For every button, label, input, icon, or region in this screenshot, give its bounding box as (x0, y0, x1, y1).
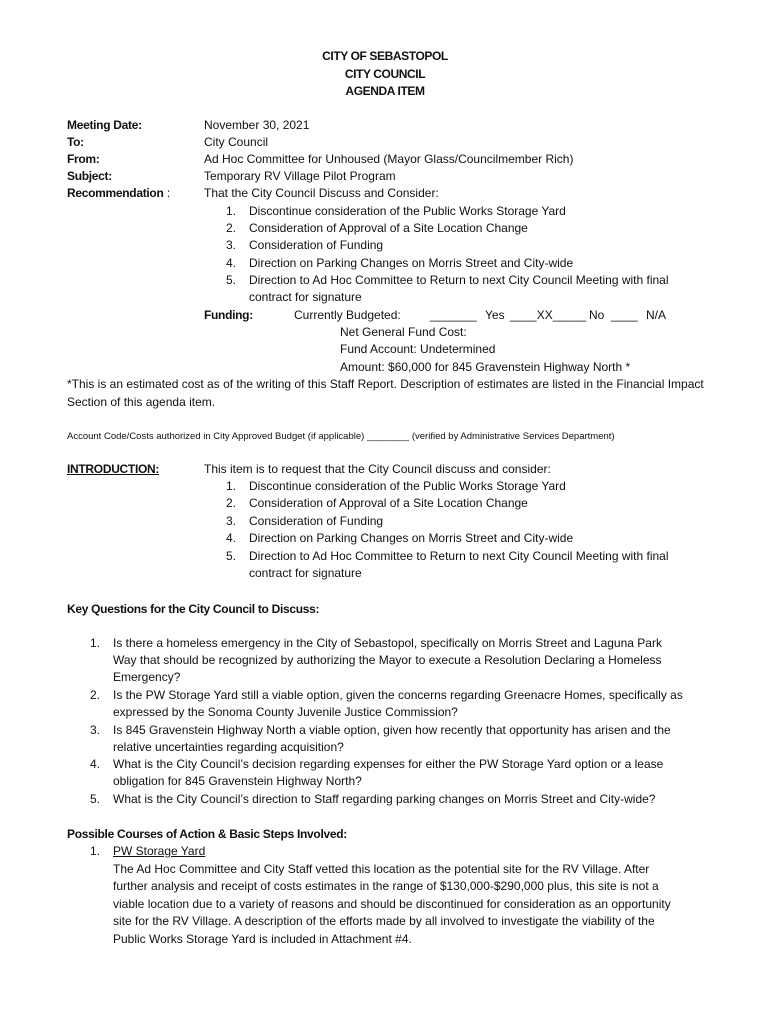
course-line: viable location due to a variety of reasons and should be discontinued for consideration as an opportunity (113, 897, 671, 911)
recommendation-value: That the City Council Discuss and Consider: (204, 186, 439, 200)
intro-item-text: Direction on Parking Changes on Morris Street and City-wide (249, 531, 574, 545)
recommendation-colon: : (166, 186, 171, 200)
rec-item-num: 3. (226, 238, 237, 252)
funding-amount: Amount: $60,000 for 845 Gravenstein Highway North * (340, 360, 631, 374)
yes-blank: _______ (430, 308, 477, 322)
course-line: Public Works Storage Yard is included in Attachment #4. (113, 932, 412, 946)
intro-item-text: Consideration of Approval of a Site Location Change (249, 496, 528, 510)
net-general-fund-cost: Net General Fund Cost: (340, 325, 467, 339)
rec-item-num: 2. (226, 221, 237, 235)
question-num: 3. (90, 723, 101, 737)
question-line: Way that should be recognized by authorizing the Mayor to execute a Resolution Declaring a Homeless (113, 653, 662, 667)
introduction-text: This item is to request that the City Council discuss and consider: (204, 462, 551, 476)
na-label: N/A (646, 308, 667, 322)
course-line: further analysis and receipt of costs estimates in the range of $130,000-$290,000 plus, this site is not a (113, 879, 659, 893)
intro-item-continuation: contract for signature (249, 566, 362, 580)
rec-item-text: Discontinue consideration of the Public Works Storage Yard (249, 204, 566, 218)
intro-item-text: Discontinue consideration of the Public Works Storage Yard (249, 479, 566, 493)
document-header (0, 48, 770, 101)
no-blank: ____XX_____ (510, 308, 587, 322)
intro-item-num: 4. (226, 531, 237, 545)
rec-item-text: Consideration of Approval of a Site Location Change (249, 221, 528, 235)
account-code-line: Account Code/Costs authorized in City Approved Budget (if applicable) ________ (verified by Administrative Services Department) (67, 431, 615, 442)
intro-item-num: 5. (226, 549, 237, 563)
subject-value: Temporary RV Village Pilot Program (204, 169, 396, 183)
recommendation-label-row (67, 185, 170, 203)
header-city: CITY OF SEBASTOPOL (322, 49, 448, 63)
header-council: CITY COUNCIL (344, 66, 426, 81)
rec-item-text: Consideration of Funding (249, 238, 384, 252)
from-value: Ad Hoc Committee for Unhoused (Mayor Glass/Councilmember Rich) (204, 152, 574, 166)
rec-item-num: 5. (226, 273, 237, 287)
fund-account: Fund Account: Undetermined (340, 342, 496, 356)
question-line: Emergency? (113, 670, 181, 684)
rec-item-text: Direction to Ad Hoc Committee to Return to next City Council Meeting with final (249, 273, 669, 287)
question-num: 4. (90, 757, 101, 771)
intro-item-num: 2. (226, 496, 237, 510)
currently-budgeted-label: Currently Budgeted: (294, 308, 401, 322)
yes-label: Yes (485, 308, 505, 322)
course-line: site for the RV Village. A description of the efforts made by all involved to investigate the viability of the (113, 914, 655, 928)
question-line: obligation for 845 Gravenstein Highway North? (113, 774, 362, 788)
key-questions-heading: Key Questions for the City Council to Discuss: (67, 602, 320, 616)
courses-heading: Possible Courses of Action & Basic Steps Involved: (67, 827, 347, 841)
intro-item-num: 3. (226, 514, 237, 528)
rec-item-continuation: contract for signature (249, 290, 362, 304)
intro-item-text: Consideration of Funding (249, 514, 384, 528)
question-num: 1. (90, 636, 101, 650)
question-line: What is the City Council’s decision regarding expenses for either the PW Storage Yard option or a lease (113, 757, 664, 771)
header-agenda-item: AGENDA ITEM (345, 84, 425, 98)
na-blank: ____ (611, 308, 638, 322)
question-line: What is the City Council’s direction to Staff regarding parking changes on Morris Street and City-wide? (113, 792, 656, 806)
question-num: 2. (90, 688, 101, 702)
meeting-date-label: Meeting Date: (67, 118, 142, 132)
rec-item-num: 4. (226, 256, 237, 270)
intro-item-num: 1. (226, 479, 237, 493)
to-label: To: (67, 135, 84, 149)
to-value: City Council (204, 135, 269, 149)
course-title-pw-storage-yard: PW Storage Yard (113, 844, 206, 858)
course-line: The Ad Hoc Committee and City Staff vetted this location as the potential site for the RV Village. After (113, 862, 650, 876)
intro-item-text: Direction to Ad Hoc Committee to Return to next City Council Meeting with final (249, 549, 669, 563)
subject-label: Subject: (67, 169, 112, 183)
question-line: relative uncertainties regarding acquisition? (113, 740, 344, 754)
introduction-heading: INTRODUCTION: (67, 462, 160, 476)
recommendation-label: Recommendation (67, 186, 164, 200)
rec-item-num: 1. (226, 204, 237, 218)
no-label: No (589, 308, 605, 322)
meeting-date-value: November 30, 2021 (204, 118, 310, 132)
estimate-note: *This is an estimated cost as of the writing of this Staff Report. Description of estimates are listed in the Financial Impact Section of this agenda item. (67, 377, 704, 409)
question-line: Is 845 Gravenstein Highway North a viable option, given how recently that opportunity has arisen and the (113, 723, 671, 737)
course-num: 1. (90, 844, 101, 858)
question-line: expressed by the Sonoma County Juvenile Justice Commission? (113, 705, 458, 719)
question-line: Is there a homeless emergency in the City of Sebastopol, specifically on Morris Street and Laguna Park (113, 636, 662, 650)
rec-item-text: Direction on Parking Changes on Morris Street and City-wide (249, 256, 574, 270)
question-num: 5. (90, 792, 101, 806)
question-line: Is the PW Storage Yard still a viable option, given the concerns regarding Greenacre Homes, specifically as (113, 688, 683, 702)
funding-label: Funding: (204, 308, 253, 322)
from-label: From: (67, 152, 100, 166)
